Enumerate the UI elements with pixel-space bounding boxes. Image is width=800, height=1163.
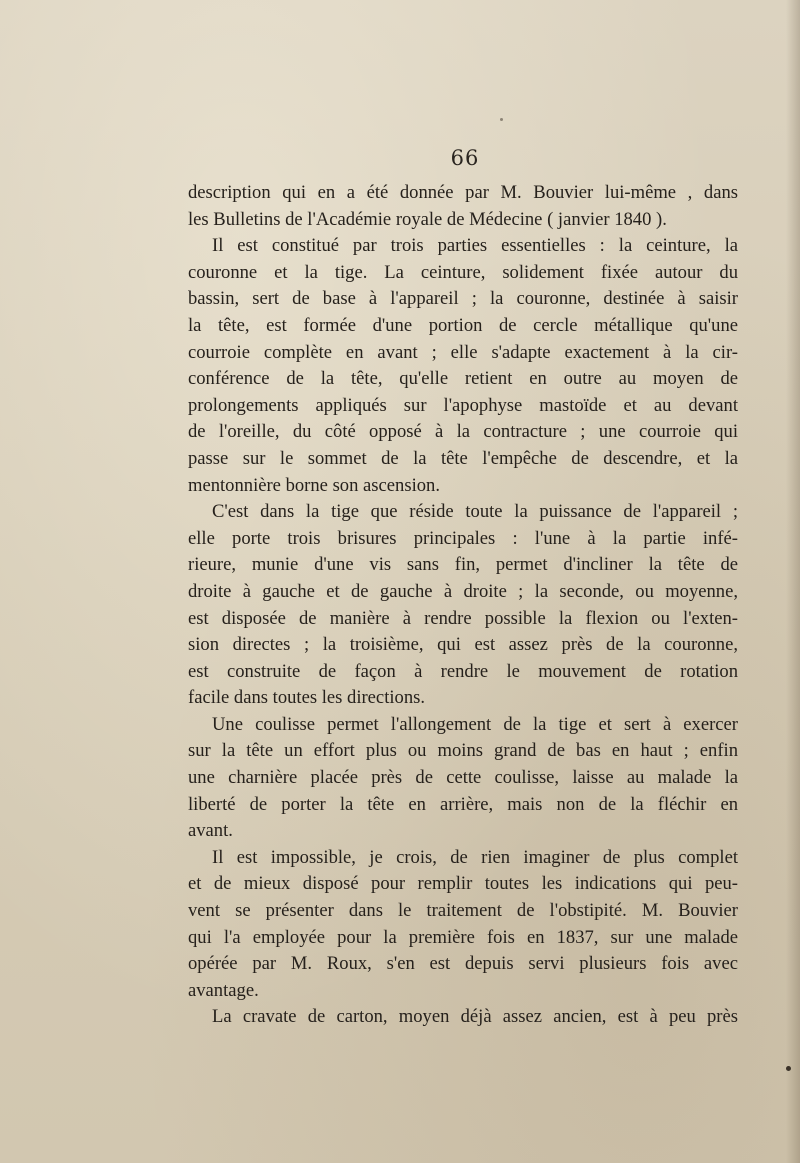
text-line: une charnière placée près de cette coulisse, laisse au malade la [188,767,738,789]
text-line: elle porte trois brisures principales : l'une à la partie infé- [188,527,738,549]
text-line: est construite de façon à rendre le mouvement de rotation [188,660,738,682]
page-edge-shadow [786,0,800,1163]
text-line: conférence de la tête, qu'elle retient en outre au moyen de [188,368,738,390]
text-line: bassin, sert de base à l'appareil ; la couronne, destinée à saisir [188,288,738,310]
text-line: avant. [188,820,233,842]
text-line: Il est constitué par trois parties essentielles : la ceinture, la [212,235,738,257]
paper-speck [500,118,503,121]
text-line: facile dans toutes les directions. [188,687,425,709]
text-line: passe sur le sommet de la tête l'empêche de descendre, et la [188,447,738,469]
text-line: liberté de porter la tête en arrière, mais non de la fléchir en [188,793,738,815]
text-line: qui l'a employée pour la première fois en 1837, sur une malade [188,926,738,948]
text-line: mentonnière borne son ascension. [188,474,440,496]
text-line: les Bulletins de l'Académie royale de Médecine ( janvier 1840 ). [188,208,667,230]
text-line: couronne et la tige. La ceinture, solidement fixée autour du [188,261,738,283]
text-line: opérée par M. Roux, s'en est depuis servi plusieurs fois avec [188,953,738,975]
text-line: avantage. [188,979,259,1001]
text-line: droite à gauche et de gauche à droite ; la seconde, ou moyenne, [188,580,738,602]
text-line: sion directes ; la troisième, qui est assez près de la couronne, [188,634,738,656]
text-line: courroie complète en avant ; elle s'adapte exactement à la cir- [188,341,738,363]
text-line: et de mieux disposé pour remplir toutes les indications qui peu- [188,873,738,895]
text-line: rieure, munie d'une vis sans fin, permet d'incliner la tête de [188,554,738,576]
text-line: prolongements appliqués sur l'apophyse mastoïde et au devant [188,394,738,416]
paper-speck [786,1066,791,1071]
text-line: est disposée de manière à rendre possible la flexion ou l'exten- [188,607,738,629]
text-line: description qui en a été donnée par M. Bouvier lui-même , dans [188,182,738,203]
page-number: 66 [450,146,480,170]
text-line: la tête, est formée d'une portion de cercle métallique qu'une [188,314,738,336]
text-line: Il est impossible, je crois, de rien imaginer de plus complet [212,846,738,868]
text-line: de l'oreille, du côté opposé à la contracture ; une courroie qui [188,421,738,443]
text-line: vent se présenter dans le traitement de l'obstipité. M. Bouvier [188,900,738,922]
text-line: Une coulisse permet l'allongement de la tige et sert à exercer [212,713,738,735]
text-line: C'est dans la tige que réside toute la puissance de l'appareil ; [212,501,738,523]
text-line: La cravate de carton, moyen déjà assez ancien, est à peu près [212,1006,738,1028]
body-text [188,180,738,1031]
text-line: sur la tête un effort plus ou moins grand de bas en haut ; enfin [188,740,738,762]
